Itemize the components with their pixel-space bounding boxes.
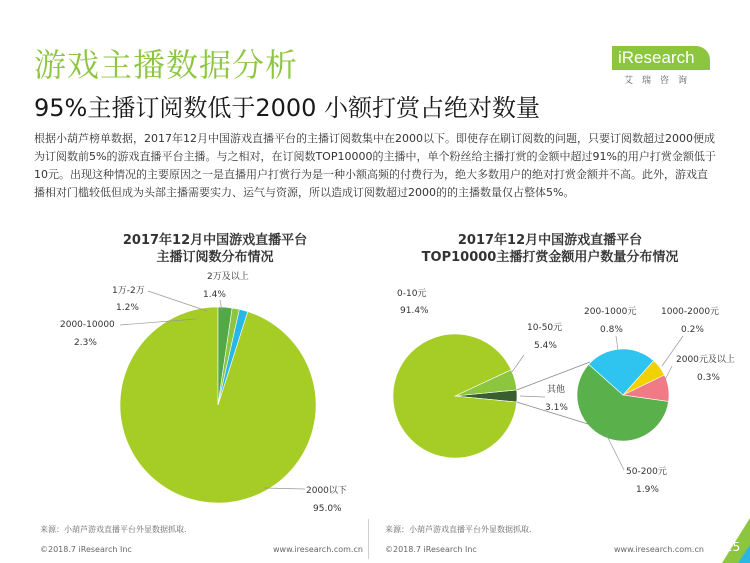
source-note-right: 来源：小葫芦游戏直播平台外显数据抓取. xyxy=(385,525,532,534)
logo-subtext: 艾瑞咨询 xyxy=(624,76,697,86)
chart2-title-line2: TOP10000主播打赏金额用户数量分布情况 xyxy=(421,250,679,265)
pie1-label-2000以下: 2000以下 xyxy=(306,486,347,496)
intro-paragraph: 根据小葫芦榜单数据，2017年12月中国游戏直播平台的主播订阅数集中在2000以下。即使存在刷订阅数的问题，只要订阅数超过2000便成为订阅数前5%的游戏直播平台主播。与之相对，在订阅数TOP10000的主播中，单个粉丝给主播打赏的金额中超过91%的用户打赏金额低于10元。出现这种情况的主要原因之一是直播用户打赏行为是一种小额高频的付费行为，绝大多数用户的绝对打赏金额并不高。此外，游戏直播相对门槛较低但成为头部主播需要实力、运气与资源，所以造成订阅数超过2000的的主播数量仅占整体5%。 xyxy=(34,132,716,199)
website-right: www.iresearch.com.cn xyxy=(614,545,704,554)
pie3-label-50-200元: 50-200元 xyxy=(626,467,667,477)
pie1-leader-1万-2万 xyxy=(148,291,207,311)
chart1-title-line2: 主播订阅数分布情况 xyxy=(156,250,274,265)
footer-divider xyxy=(368,519,369,559)
pie3-leader-2000元及以上 xyxy=(665,366,672,380)
website-left: www.iresearch.com.cn xyxy=(273,545,363,554)
pie2-label-10-50元: 10-50元 xyxy=(527,323,563,333)
pie3-label-200-1000元: 200-1000元 xyxy=(584,307,637,317)
pie3-label-2000元及以上: 2000元及以上 xyxy=(676,355,735,365)
pie1-value-1万-2万: 1.2% xyxy=(116,303,139,313)
pie3-value-1000-2000元: 0.2% xyxy=(681,325,704,335)
chart2-title-line1: 2017年12月中国游戏直播平台 xyxy=(457,233,643,248)
chart1-title-line1: 2017年12月中国游戏直播平台 xyxy=(122,233,308,248)
pie1-value-2000-10000: 2.3% xyxy=(74,338,97,348)
pie2-value-0-10元: 91.4% xyxy=(400,306,429,316)
pie3-leader-200-1000元 xyxy=(616,336,618,350)
pie2-leader-其他 xyxy=(520,396,545,397)
pie3-value-2000元及以上: 0.3% xyxy=(697,373,720,383)
pie3-value-200-1000元: 0.8% xyxy=(600,325,623,335)
pie2-leader-10-50元 xyxy=(512,355,524,372)
pie-chart-tipping-breakdown xyxy=(577,349,669,441)
page-number: 25 xyxy=(725,540,741,554)
pie-chart-tipping xyxy=(393,334,517,458)
source-note-left: 来源：小葫芦游戏直播平台外显数据抓取. xyxy=(40,525,187,534)
copyright-right: ©2018.7 iResearch Inc xyxy=(385,545,477,554)
pie1-label-1万-2万: 1万-2万 xyxy=(112,286,145,296)
page-subtitle: 95%主播订阅数低于2000 小额打赏占绝对数量 xyxy=(34,94,541,122)
pie1-leader-2000以下 xyxy=(264,488,305,489)
pie2-label-0-10元: 0-10元 xyxy=(397,289,427,299)
pie2-value-其他: 3.1% xyxy=(545,403,568,413)
pie1-value-2000以下: 95.0% xyxy=(313,504,342,514)
page-title: 游戏主播数据分析 xyxy=(34,46,299,84)
pie1-value-2万及以上: 1.4% xyxy=(203,290,226,300)
pie2-value-10-50元: 5.4% xyxy=(534,341,557,351)
pie3-value-50-200元: 1.9% xyxy=(636,485,659,495)
copyright-left: ©2018.7 iResearch Inc xyxy=(40,545,132,554)
pie1-label-2000-10000: 2000-10000 xyxy=(60,320,115,330)
logo-brand: iResearch xyxy=(612,46,710,70)
pie2-label-其他: 其他 xyxy=(547,385,566,395)
pie-chart-subscription xyxy=(95,282,341,528)
pie3-label-1000-2000元: 1000-2000元 xyxy=(661,307,720,317)
pie1-label-2万及以上: 2万及以上 xyxy=(207,272,249,282)
